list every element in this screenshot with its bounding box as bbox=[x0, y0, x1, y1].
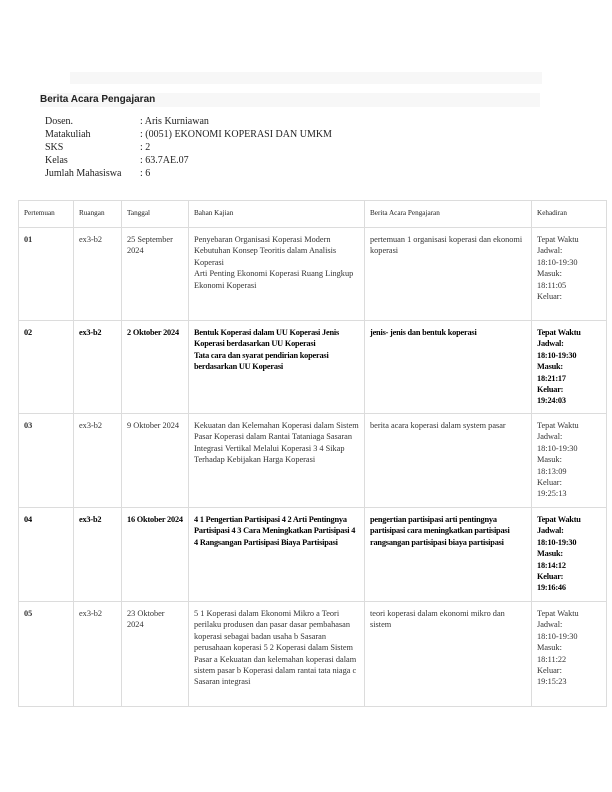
table-header-row bbox=[19, 201, 607, 228]
top-bar bbox=[70, 72, 542, 84]
cell-ruangan: ex3-b2 bbox=[74, 228, 122, 321]
header-berita-acara: Berita Acara Pengajaran bbox=[365, 201, 532, 228]
cell-bahan-kajian bbox=[189, 414, 365, 508]
table-row bbox=[19, 321, 607, 414]
attendance-line: 18:10-19:30 bbox=[537, 631, 578, 641]
bahan-line: Bentuk Koperasi dalam UU Koperasi Jenis Koperasi berdasarkan UU Koperasi bbox=[194, 328, 340, 349]
attendance-line: Masuk: bbox=[537, 362, 563, 372]
info-row-kelas bbox=[45, 154, 332, 167]
attendance-line: 18:21:17 bbox=[537, 373, 566, 383]
cell-ruangan: ex3-b2 bbox=[74, 414, 122, 508]
attendance-line: Jadwal: bbox=[537, 246, 563, 256]
cell-tanggal: 16 Oktober 2024 bbox=[122, 508, 189, 602]
attendance-status: Tepat Waktu bbox=[537, 328, 581, 337]
bahan-line: Tata cara dan syarat pendirian koperasi berdasarkan UU Koperasi bbox=[194, 350, 329, 372]
table-row bbox=[19, 508, 607, 602]
attendance-status: Tepat Waktu bbox=[537, 421, 579, 430]
attendance-line: Jadwal: bbox=[537, 526, 564, 536]
info-row-dosen bbox=[45, 115, 332, 128]
cell-pertemuan: 04 bbox=[19, 508, 74, 602]
cell-pertemuan: 01 bbox=[19, 228, 74, 321]
cell-pertemuan: 03 bbox=[19, 414, 74, 508]
attendance-line: 19:16:46 bbox=[537, 583, 566, 593]
cell-kehadiran bbox=[532, 321, 607, 414]
cell-bahan-kajian bbox=[189, 228, 365, 321]
attendance-line: 18:10-19:30 bbox=[537, 257, 578, 267]
header-ruangan: Ruangan bbox=[74, 201, 122, 228]
teaching-record-table bbox=[18, 200, 607, 707]
attendance-status: Tepat Waktu bbox=[537, 235, 579, 244]
attendance-line: 19:24:03 bbox=[537, 396, 566, 406]
info-value: : Aris Kurniawan bbox=[140, 116, 209, 127]
header-kehadiran: Kehadiran bbox=[532, 201, 607, 228]
attendance-line: Jadwal: bbox=[537, 339, 564, 349]
table-row bbox=[19, 602, 607, 707]
attendance-line: Keluar: bbox=[537, 478, 562, 488]
attendance-line: 18:11:05 bbox=[537, 280, 567, 290]
header-tanggal: Tanggal bbox=[122, 201, 189, 228]
attendance-line: Keluar: bbox=[537, 385, 564, 395]
info-label: SKS bbox=[45, 142, 64, 153]
info-row-matakuliah bbox=[45, 128, 332, 141]
cell-ruangan: ex3-b2 bbox=[74, 321, 122, 414]
bahan-line: 5 1 Koperasi dalam Ekonomi Mikro a Teori perilaku produsen dan pasar dasar pembahasan koperasi sebagai badan usaha b Sasaran perusahaan koperasi 5 2 Koperasi dalam Sistem Pasar a Kekuatan dan kelemahan koperasi dalam sistem pasar b Koperasi dalam rantai tata niaga c Sasaran integrasi bbox=[194, 609, 357, 687]
cell-kehadiran bbox=[532, 602, 607, 707]
course-info bbox=[45, 115, 332, 180]
attendance-line: Jadwal: bbox=[537, 620, 563, 630]
cell-ruangan: ex3-b2 bbox=[74, 602, 122, 707]
header-bahan-kajian: Bahan Kajian bbox=[189, 201, 365, 228]
attendance-line: Masuk: bbox=[537, 269, 562, 279]
cell-tanggal: 23 Oktober 2024 bbox=[122, 602, 189, 707]
table-row bbox=[19, 414, 607, 508]
info-value: : 2 bbox=[140, 142, 151, 153]
bahan-line: 4 1 Pengertian Partisipasi 4 2 Arti Pentingnya Partisipasi 4 3 Cara Meningkatkan Partisipasi 4 4 Rangsangan Partisipasi Biaya Partisipasi bbox=[194, 515, 356, 547]
info-row-sks bbox=[45, 141, 332, 154]
attendance-line: Keluar: bbox=[537, 572, 564, 582]
cell-ruangan: ex3-b2 bbox=[74, 508, 122, 602]
attendance-line: 18:13:09 bbox=[537, 466, 567, 476]
cell-tanggal: 2 Oktober 2024 bbox=[122, 321, 189, 414]
bahan-line: Penyebaran Organisasi Koperasi Modern Kebutuhan Konsep Teoritis dalam Analisis Koperasi bbox=[194, 235, 337, 267]
attendance-line: Masuk: bbox=[537, 455, 562, 465]
table-row bbox=[19, 228, 607, 321]
attendance-line: 19:15:23 bbox=[537, 677, 567, 687]
attendance-line: 18:14:12 bbox=[537, 560, 566, 570]
attendance-line: Jadwal: bbox=[537, 432, 563, 442]
cell-kehadiran bbox=[532, 414, 607, 508]
attendance-line: Masuk: bbox=[537, 643, 562, 653]
cell-berita-acara: pertemuan 1 organisasi koperasi dan ekonomi koperasi bbox=[365, 228, 532, 321]
attendance-line: Masuk: bbox=[537, 549, 563, 559]
attendance-status: Tepat Waktu bbox=[537, 515, 581, 524]
cell-kehadiran bbox=[532, 228, 607, 321]
attendance-line: 18:10-19:30 bbox=[537, 350, 577, 360]
cell-berita-acara: pengertian partisipasi arti pentingnya partisipasi cara meningkatkan partisipasi rangsangan partisipasi biaya partisipasi bbox=[365, 508, 532, 602]
info-label: Kelas bbox=[45, 155, 68, 166]
cell-pertemuan: 02 bbox=[19, 321, 74, 414]
cell-bahan-kajian bbox=[189, 602, 365, 707]
info-value: : 6 bbox=[140, 168, 151, 179]
cell-pertemuan: 05 bbox=[19, 602, 74, 707]
cell-bahan-kajian bbox=[189, 508, 365, 602]
header-pertemuan: Pertemuan bbox=[19, 201, 74, 228]
cell-berita-acara: berita acara koperasi dalam system pasar bbox=[365, 414, 532, 508]
info-row-jumlah-mahasiswa bbox=[45, 167, 332, 180]
info-value: : (0051) EKONOMI KOPERASI DAN UMKM bbox=[140, 129, 332, 140]
attendance-line: Keluar: bbox=[537, 666, 562, 676]
attendance-line: 18:11:22 bbox=[537, 654, 567, 664]
attendance-line: 19:25:13 bbox=[537, 489, 567, 499]
bahan-line: Kekuatan dan Kelemahan Koperasi dalam Sistem Pasar Koperasi dalam Rantai Tataniaga Sasaran Integrasi Vertikal Melalui Koperasi 3 4 Sikap Terhadap Kebijakan Harga Koperasi bbox=[194, 421, 359, 465]
document-title: Berita Acara Pengajaran bbox=[40, 93, 540, 107]
attendance-line: 18:10-19:30 bbox=[537, 537, 577, 547]
cell-tanggal: 9 Oktober 2024 bbox=[122, 414, 189, 508]
cell-berita-acara: teori koperasi dalam ekonomi mikro dan sistem bbox=[365, 602, 532, 707]
cell-bahan-kajian bbox=[189, 321, 365, 414]
attendance-line: 18:10-19:30 bbox=[537, 443, 578, 453]
info-value: : 63.7AE.07 bbox=[140, 155, 189, 166]
info-label: Matakuliah bbox=[45, 129, 91, 140]
attendance-status: Tepat Waktu bbox=[537, 609, 579, 618]
cell-tanggal: 25 September 2024 bbox=[122, 228, 189, 321]
cell-kehadiran bbox=[532, 508, 607, 602]
info-label: Dosen. bbox=[45, 116, 74, 127]
cell-berita-acara: jenis- jenis dan bentuk koperasi bbox=[365, 321, 532, 414]
bahan-line: Arti Penting Ekonomi Koperasi Ruang Lingkup Ekonomi Koperasi bbox=[194, 269, 354, 290]
info-label: Jumlah Mahasiswa bbox=[45, 168, 122, 179]
attendance-line: Keluar: bbox=[537, 292, 562, 302]
